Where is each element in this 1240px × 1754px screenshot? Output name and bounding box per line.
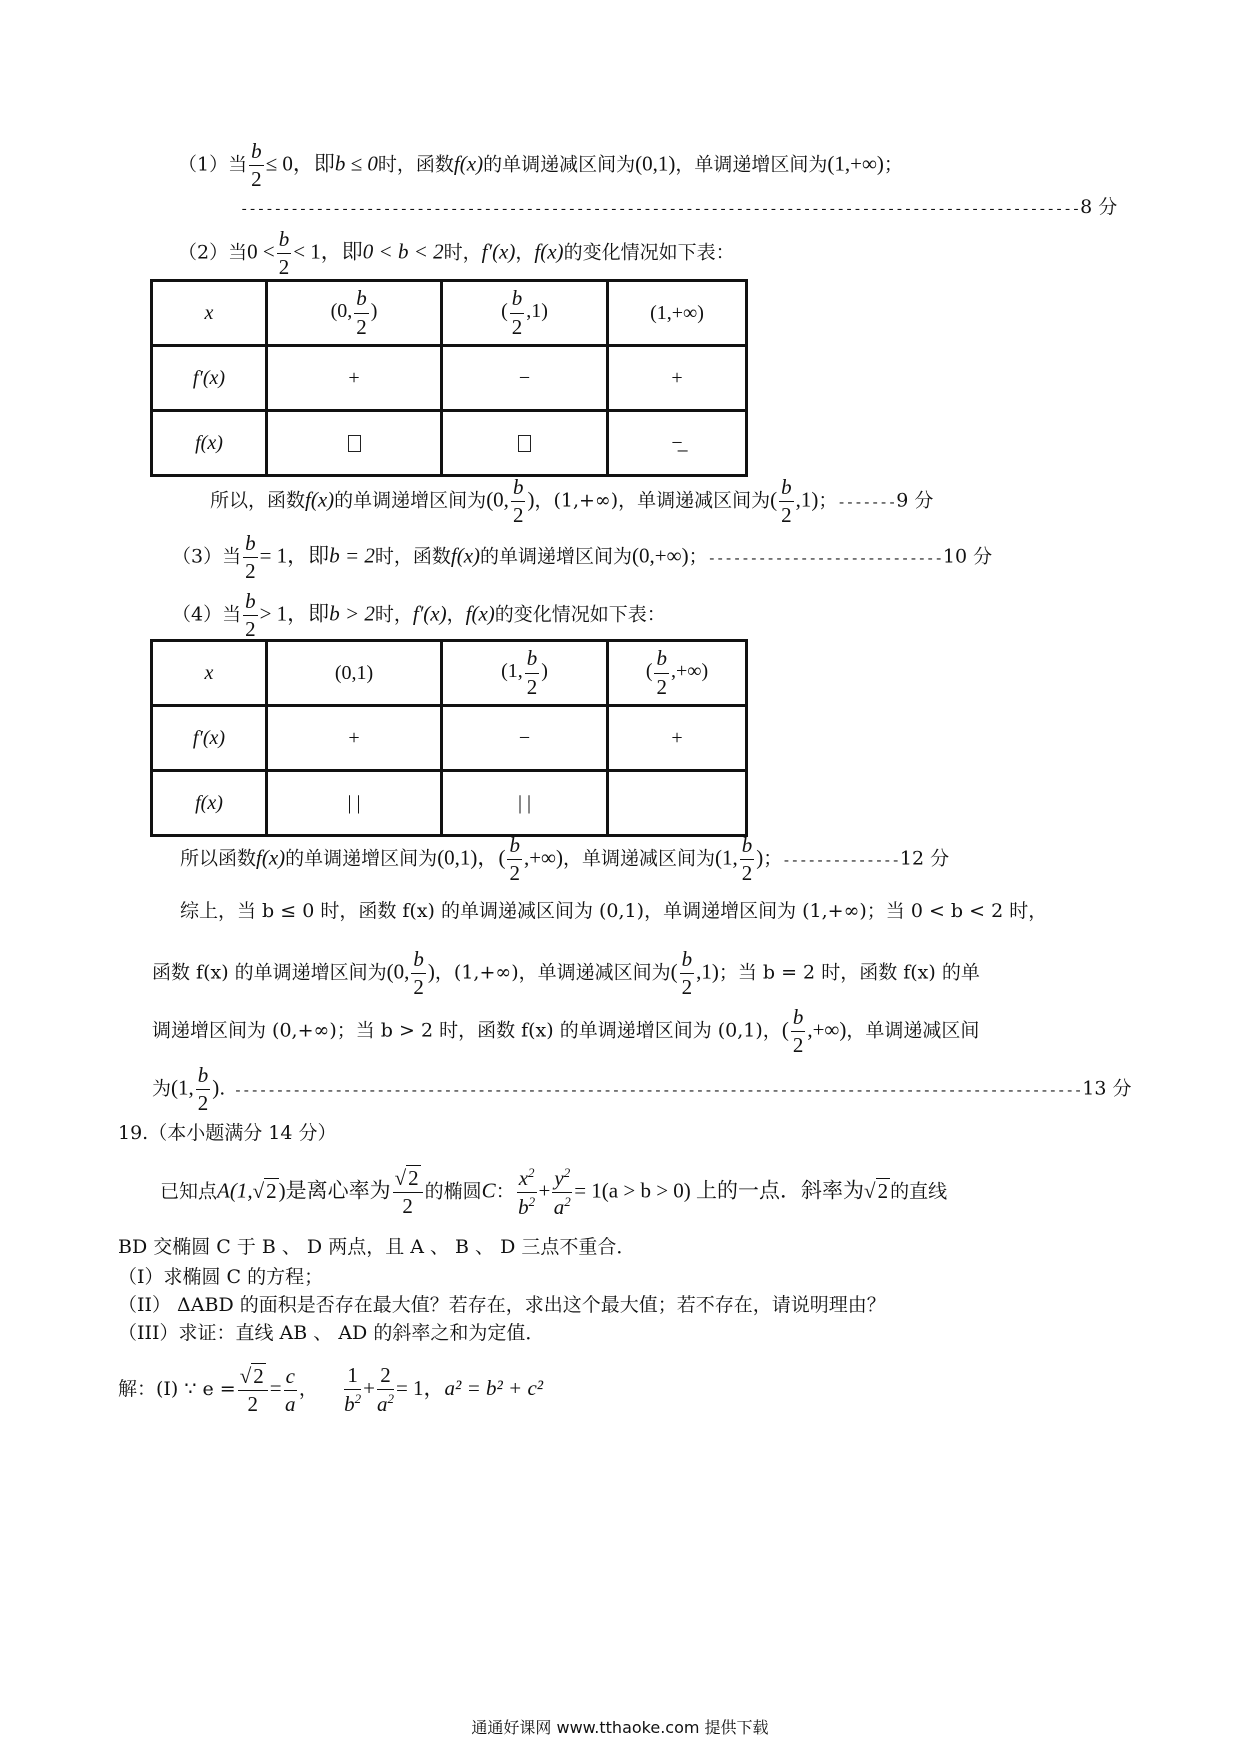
table-row: x (0,1) (1, $\frac{b}{2}$ ) ( $\frac{b}{2}$ ,+∞) — [152, 641, 747, 706]
part1-line: （1）当 $\frac{b}{2}$ ≤ 0，即b ≤ 0时，函数f(x)的单调递减区间为(0,1)，单调递增区间为(1,+∞)； — [178, 139, 903, 192]
problem-19-statement-2: BD 交椭圆 C 于 B 、 D 两点，且 A 、 B 、 D 三点不重合． — [118, 1236, 636, 1258]
missing-arrow-box-icon — [518, 435, 531, 452]
table-row: f′(x) + − + — [152, 706, 747, 771]
part4-line: （4）当 $\frac{b}{2}$ > 1，即b > 2时，f′(x)，f(x)的变化情况如下表： — [172, 589, 666, 642]
fraction-b-over-2: $\frac{b}{2}$ — [251, 139, 262, 192]
missing-arrow-box-icon — [348, 435, 361, 452]
part1-score-line: ----------------------------------------------------------------------------------------------------8 分 — [240, 196, 1118, 218]
variation-table-2 — [150, 639, 748, 837]
solution-line: 解：(I) ∵ e = $\frac{√2}{2}$ = $\frac{c}{a}$ ， $\frac{1}{b^2}$ + $\frac{2}{a^2}$ = 1，a² = b² + c² — [118, 1363, 544, 1417]
problem-19-heading: 19.（本小题满分 14 分） — [118, 1122, 337, 1144]
table-row: f′(x) + − + — [152, 346, 747, 411]
dash-leader: ---------------------------------------------------------------------------------------------------- — [240, 202, 1081, 218]
summary-line-2: 函数 f(x) 的单调递增区间为(0, $\frac{b}{2}$ )，(1,+∞)，单调递减区间为( $\frac{b}{2}$ ,1)；当 b = 2 时，函数 f(x) 的单 — [152, 947, 980, 1000]
part4-conclusion: 所以函数f(x)的单调递增区间为(0,1)，( $\frac{b}{2}$ ,+∞)，单调递减区间为(1, $\frac{b}{2}$ )；--------------12 分 — [180, 833, 950, 886]
problem-19-statement-1: 已知点A(1,√2)是离心率为 $\frac{√2}{2}$ 的椭圆C： $\frac{x^2}{b^2}$ + $\frac{y^2}{a^2}$ = 1(a > b > 0) 上的一点．斜率为√2 的直线 — [160, 1165, 948, 1220]
table-row: f(x) | | | | — [152, 771, 747, 836]
variation-table-1 — [150, 279, 748, 477]
summary-line-4: 为(1, $\frac{b}{2}$ ). -----------------------------------------------------------------------------------------------------13 分 — [152, 1063, 1132, 1116]
sqrt-2: √2 — [252, 1178, 277, 1203]
table-row: f(x) −̲ — [152, 411, 747, 476]
question-2: （II） ΔABD 的面积是否存在最大值？若存在，求出这个最大值；若不存在，请说明理由？ — [118, 1294, 886, 1316]
summary-line-1: 综上，当 b ≤ 0 时，函数 f(x) 的单调递减区间为 (0,1)，单调递增区间为 (1,+∞)；当 0 < b < 2 时， — [180, 900, 1048, 922]
table-row: x (0, $\frac{b}{2}$ ) ( $\frac{b}{2}$ ,1) (1,+∞) — [152, 281, 747, 346]
footer-credit: 通通好课网 www.tthaoke.com 提供下载 — [471, 1718, 769, 1737]
part2-line: （2）当0 < $\frac{b}{2}$ < 1，即0 < b < 2时，f′(x)，f(x)的变化情况如下表： — [178, 227, 735, 280]
part2-conclusion: 所以，函数f(x)的单调递增区间为(0, $\frac{b}{2}$ )，(1,+∞)，单调递减区间为( $\frac{b}{2}$ ,1)；-------9 分 — [210, 475, 934, 528]
summary-line-3: 调递增区间为 (0,+∞)；当 b > 2 时，函数 f(x) 的单调递增区间为 (0,1)，( $\frac{b}{2}$ ,+∞)，单调递减区间 — [152, 1005, 980, 1058]
question-1: （I）求椭圆 C 的方程； — [118, 1266, 324, 1288]
part3-line: （3）当 $\frac{b}{2}$ = 1，即b = 2时，函数f(x)的单调递增区间为(0,+∞)；----------------------------10 分 — [172, 531, 993, 584]
question-3: （III）求证：直线 AB 、 AD 的斜率之和为定值． — [118, 1322, 545, 1344]
